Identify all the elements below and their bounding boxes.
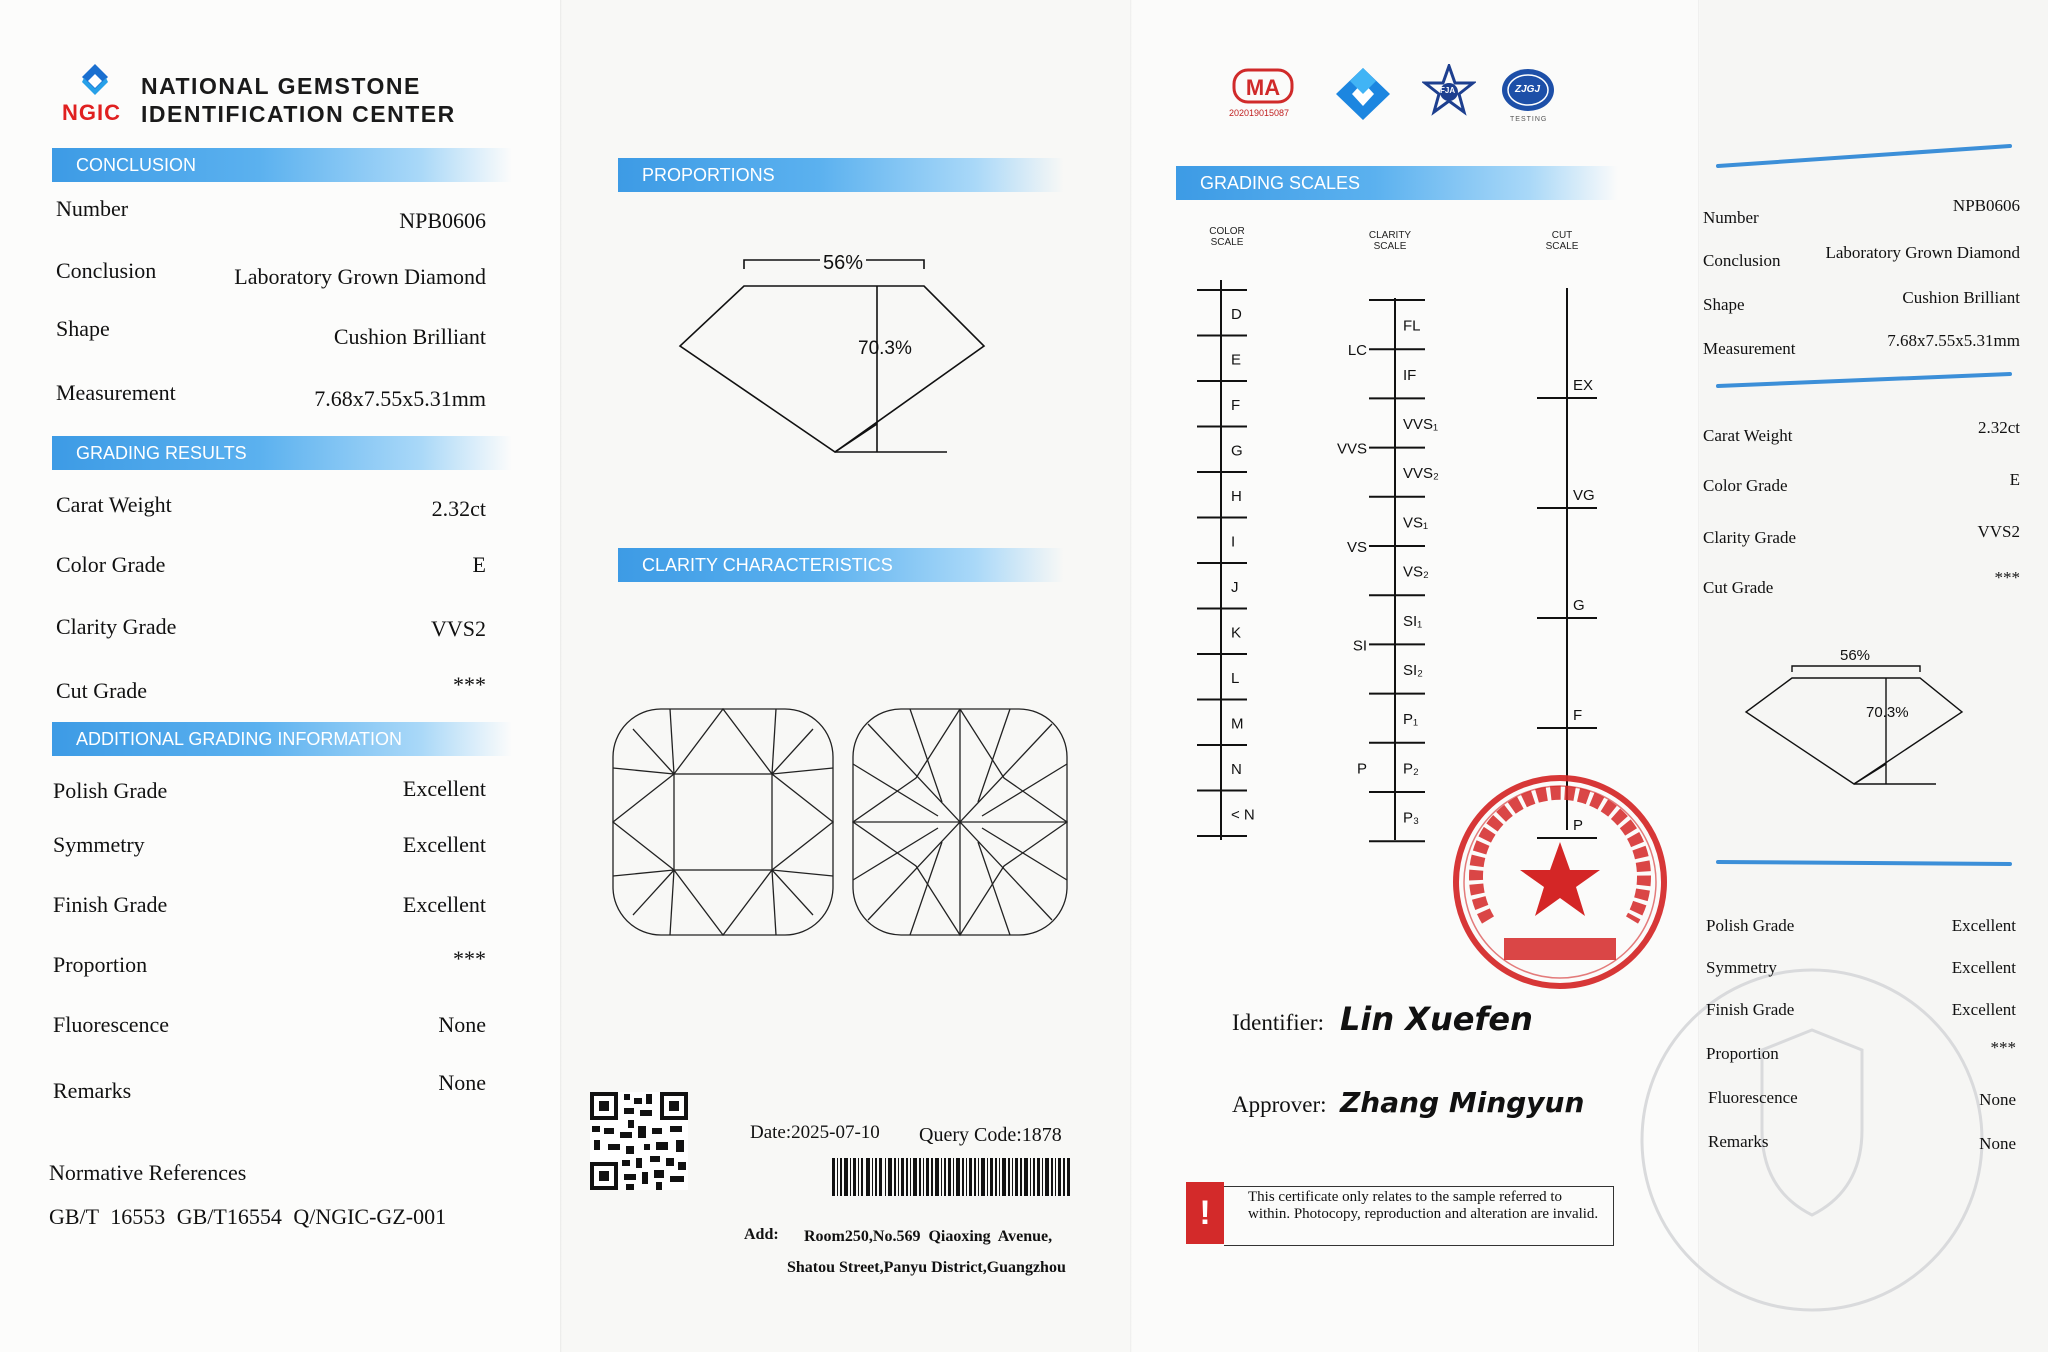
address-label: Add: bbox=[744, 1226, 779, 1243]
right-conclusion-value: Laboratory Grown Diamond bbox=[1825, 243, 2020, 262]
conclusion-value: Laboratory Grown Diamond bbox=[234, 264, 486, 289]
symmetry-label: Symmetry bbox=[53, 832, 145, 857]
report-date: Date:2025-07-10 bbox=[750, 1122, 880, 1143]
right-cut-grade-value: *** bbox=[1994, 568, 2020, 587]
symmetry-value: Excellent bbox=[402, 832, 486, 857]
carat-weight-value: 2.32ct bbox=[431, 496, 486, 521]
right-shape-value: Cushion Brilliant bbox=[1902, 288, 2020, 307]
right-polish-grade-label: Polish Grade bbox=[1706, 916, 1795, 935]
remarks-label: Remarks bbox=[53, 1078, 132, 1103]
right-carat-weight-label: Carat Weight bbox=[1703, 426, 1793, 445]
grading-scales-chart bbox=[1185, 270, 1605, 850]
clarity-group-label: SI bbox=[1352, 637, 1367, 655]
clarity-grade-label: VVS₂ bbox=[1403, 465, 1439, 483]
color-grade-label: K bbox=[1231, 624, 1242, 642]
clarity-grade-label: SI₁ bbox=[1403, 612, 1423, 630]
normative-references-title: Normative References bbox=[49, 1160, 247, 1185]
section-header-additional-grading: ADDITIONAL GRADING INFORMATION bbox=[52, 722, 512, 756]
right-measurement-value: 7.68x7.55x5.31mm bbox=[1887, 331, 2020, 350]
right-clarity-grade-label: Clarity Grade bbox=[1703, 528, 1796, 547]
measurement-label: Measurement bbox=[56, 380, 176, 405]
cma-number: 202019015087 bbox=[1229, 108, 1290, 118]
divider-top bbox=[1714, 140, 2014, 170]
conclusion-label: Conclusion bbox=[56, 258, 157, 283]
normative-references-values: GB/T 16553 GB/T16554 Q/NGIC-GZ-001 bbox=[49, 1204, 447, 1229]
org-name-line1: NATIONAL GEMSTONE bbox=[141, 73, 421, 99]
fluorescence-value: None bbox=[438, 1012, 486, 1037]
proportion-label: Proportion bbox=[53, 952, 148, 977]
color-grade-label: F bbox=[1231, 396, 1241, 414]
cut-grade-label: VG bbox=[1573, 487, 1595, 504]
clarity-group-label: VVS bbox=[1336, 440, 1367, 458]
clarity-group-label: VS bbox=[1346, 539, 1367, 556]
svg-text:MA: MA bbox=[1245, 75, 1281, 100]
address-line1: Room250,No.569 Qiaoxing Avenue, bbox=[804, 1228, 1053, 1245]
color-grade-label: J bbox=[1231, 578, 1239, 596]
clarity-grade-label: IF bbox=[1403, 366, 1417, 384]
clarity-grade-label: P₁ bbox=[1403, 711, 1419, 729]
barcode-icon bbox=[832, 1158, 1070, 1196]
zjgj-label: ZJGJ bbox=[1515, 84, 1541, 95]
clarity-grade-label: P₃ bbox=[1403, 809, 1420, 827]
right-proportion-label: Proportion bbox=[1706, 1044, 1779, 1063]
right-measurement-label: Measurement bbox=[1703, 339, 1796, 358]
identifier-signature: Lin Xuefen bbox=[1340, 1000, 1533, 1038]
fluorescence-label: Fluorescence bbox=[53, 1012, 170, 1037]
right-depth-percentage-label: 70.3% bbox=[1866, 704, 1909, 721]
color-scale-title-line2: SCALE bbox=[1210, 237, 1244, 248]
right-remarks-label: Remarks bbox=[1708, 1132, 1769, 1151]
right-table-percentage-label: 56% bbox=[1840, 647, 1871, 664]
clarity-grade-label: VS₂ bbox=[1403, 563, 1429, 581]
color-grade-label: < N bbox=[1231, 806, 1255, 824]
right-clarity-grade-value: VVS2 bbox=[1977, 522, 2020, 541]
testing-label: TESTING bbox=[1510, 116, 1548, 123]
address-line2: Shatou Street,Panyu District,Guangzhou bbox=[787, 1259, 1066, 1276]
right-summary-block bbox=[1703, 196, 2020, 358]
warning-icon: ! bbox=[1186, 1182, 1224, 1244]
remarks-value: None bbox=[438, 1070, 486, 1095]
org-name-line2: IDENTIFICATION CENTER bbox=[141, 101, 456, 127]
cut-grade-label: Cut Grade bbox=[56, 678, 148, 703]
cut-grade-label: G bbox=[1573, 597, 1585, 614]
color-grade-label: D bbox=[1231, 305, 1242, 323]
logo-text: NGIC bbox=[62, 100, 121, 125]
right-finish-grade-label: Finish Grade bbox=[1706, 1000, 1795, 1019]
color-grade-label: H bbox=[1231, 487, 1242, 505]
right-color-grade-label: Color Grade bbox=[1703, 476, 1788, 495]
color-grade-label: Color Grade bbox=[56, 552, 166, 577]
clarity-grade-label: VS₁ bbox=[1403, 514, 1429, 532]
color-grade-label: N bbox=[1231, 760, 1242, 778]
cut-grade-value: *** bbox=[453, 672, 486, 697]
clarity-grade-label: FL bbox=[1403, 317, 1421, 335]
proportion-value: *** bbox=[453, 946, 486, 971]
color-grade-label: I bbox=[1231, 533, 1236, 551]
section-header-conclusion: CONCLUSION bbox=[52, 148, 512, 182]
right-conclusion-label: Conclusion bbox=[1703, 251, 1781, 270]
clarity-scale-title bbox=[1366, 230, 1414, 252]
cut-grade-label: P bbox=[1573, 817, 1584, 834]
depth-percentage-label: 70.3% bbox=[858, 338, 912, 359]
color-grade-label: G bbox=[1231, 442, 1243, 460]
clarity-group-label: LC bbox=[1347, 342, 1367, 360]
right-additional-block bbox=[1706, 910, 2016, 1160]
fja-label: FJA bbox=[1440, 86, 1456, 95]
section-header-proportions: PROPORTIONS bbox=[618, 158, 1064, 192]
number-value: NPB0606 bbox=[399, 208, 486, 233]
right-fluorescence-label: Fluorescence bbox=[1708, 1088, 1798, 1107]
finish-grade-value: Excellent bbox=[402, 892, 486, 917]
right-number-value: NPB0606 bbox=[1952, 196, 2020, 215]
table-percentage-label: 56% bbox=[820, 252, 866, 275]
right-carat-weight-value: 2.32ct bbox=[1977, 418, 2020, 437]
cut-scale-title bbox=[1540, 230, 1584, 252]
color-grade-label: L bbox=[1231, 669, 1240, 687]
color-grade-label: E bbox=[1231, 351, 1242, 369]
right-shape-label: Shape bbox=[1703, 295, 1745, 314]
right-fluorescence-value: None bbox=[1979, 1090, 2016, 1109]
measurement-value: 7.68x7.55x5.31mm bbox=[314, 386, 486, 411]
color-scale-title bbox=[1206, 226, 1248, 248]
section-header-grading-scales: GRADING SCALES bbox=[1176, 166, 1618, 200]
shape-value: Cushion Brilliant bbox=[333, 324, 486, 349]
section-header-grading-results: GRADING RESULTS bbox=[52, 436, 512, 470]
divider-mid bbox=[1714, 366, 2014, 390]
clarity-scale-title-line2: SCALE bbox=[1373, 241, 1407, 252]
clarity-grade-label: SI₂ bbox=[1403, 662, 1423, 679]
clarity-group-label: P bbox=[1356, 760, 1367, 778]
right-polish-grade-value: Excellent bbox=[1951, 916, 2016, 935]
approver-label: Approver: bbox=[1232, 1092, 1327, 1117]
right-symmetry-label: Symmetry bbox=[1706, 958, 1777, 977]
clarity-grade-label: VVS₁ bbox=[1403, 416, 1439, 433]
cut-grade-label: EX bbox=[1573, 377, 1594, 394]
fold-line bbox=[1130, 0, 1132, 1352]
proportions-diagram bbox=[660, 246, 1000, 466]
identifier-label: Identifier: bbox=[1232, 1010, 1324, 1035]
disclaimer-text: This certificate only relates to the sample referred to within. Photocopy, reproduction and alteration are invalid. bbox=[1248, 1189, 1599, 1222]
crown-view-diagram bbox=[610, 706, 836, 938]
number-label: Number bbox=[56, 196, 129, 221]
clarity-scale-title-line1: CLARITY bbox=[1368, 230, 1412, 241]
clarity-grade-value: VVS2 bbox=[430, 616, 486, 641]
cut-grade-label: F bbox=[1573, 707, 1583, 724]
color-grade-value: E bbox=[472, 552, 486, 577]
right-finish-grade-value: Excellent bbox=[1951, 1000, 2016, 1019]
shape-label: Shape bbox=[56, 316, 110, 341]
right-remarks-value: None bbox=[1979, 1134, 2016, 1153]
polish-grade-label: Polish Grade bbox=[53, 778, 168, 803]
right-proportions-diagram bbox=[1740, 656, 1970, 790]
cut-scale-axis bbox=[1537, 288, 1597, 838]
cut-scale-title-line2: SCALE bbox=[1545, 241, 1579, 252]
additional-grading-block bbox=[53, 774, 486, 1104]
polish-grade-value: Excellent bbox=[402, 776, 486, 801]
conclusion-block bbox=[56, 196, 486, 426]
section-header-clarity-characteristics: CLARITY CHARACTERISTICS bbox=[618, 548, 1064, 582]
approver-signature: Zhang Mingyun bbox=[1340, 1086, 1585, 1119]
right-symmetry-value: Excellent bbox=[1951, 958, 2016, 977]
cut-scale-title-line1: CUT bbox=[1551, 230, 1573, 241]
right-number-label: Number bbox=[1703, 208, 1759, 227]
fold-line bbox=[560, 0, 562, 1352]
color-grade-label: M bbox=[1231, 715, 1244, 733]
right-color-grade-value: E bbox=[2009, 470, 2020, 489]
right-grading-block bbox=[1703, 420, 2020, 600]
right-proportion-value: *** bbox=[1990, 1038, 2016, 1057]
clarity-grade-label: P₂ bbox=[1403, 760, 1419, 778]
grading-results-block bbox=[56, 488, 486, 708]
color-scale-title-line1: COLOR bbox=[1209, 226, 1245, 237]
carat-weight-label: Carat Weight bbox=[56, 492, 172, 517]
clarity-grade-label: Clarity Grade bbox=[56, 614, 177, 639]
diamond-logo-icon bbox=[1334, 66, 1392, 122]
right-cut-grade-label: Cut Grade bbox=[1703, 578, 1774, 597]
pavilion-view-diagram bbox=[850, 706, 1070, 938]
divider-bottom bbox=[1714, 856, 2014, 870]
query-code: Query Code:1878 bbox=[919, 1124, 1062, 1146]
qr-code-icon bbox=[590, 1092, 688, 1190]
finish-grade-label: Finish Grade bbox=[53, 892, 168, 917]
